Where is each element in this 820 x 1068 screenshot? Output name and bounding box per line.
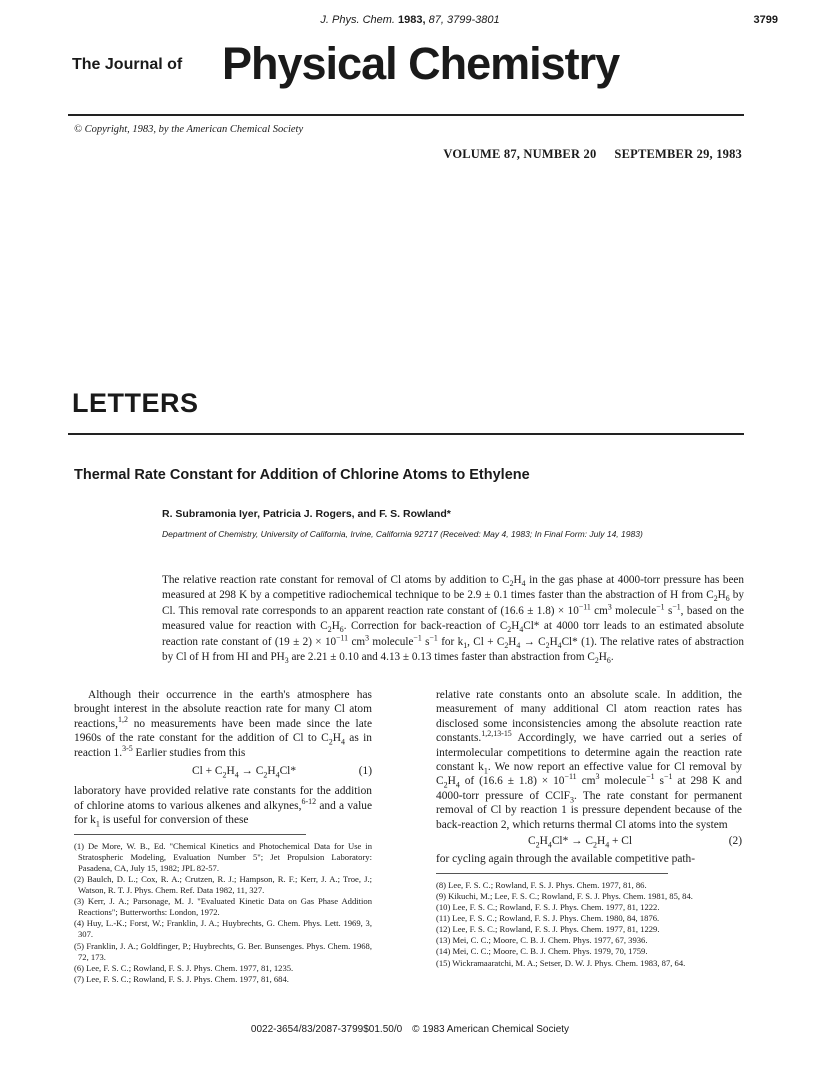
- footnote-rule: [74, 834, 306, 835]
- footnote: (5) Franklin, J. A.; Goldfinger, P.; Huybrechts, G. Ber. Bunsenges. Phys. Chem. 1968, 72, 173.: [74, 940, 372, 962]
- authors: R. Subramonia Iyer, Patricia J. Rogers, and F. S. Rowland*: [162, 508, 451, 520]
- copyright-notice: © Copyright, 1983, by the American Chemical Society: [74, 124, 304, 135]
- publication-code: 0022-3654/83/2087-3799$01.50/0: [250, 1024, 403, 1035]
- paragraph: relative rate constants onto an absolute scale. In addition, the measurement of many additional Cl atom reaction rates has disclosed some inconsistencies among the absolute reaction rate constants.$^{1,2,13-15}$ Accordingly, we have carried out a series of intermolecular competitions to determine again the reaction rate constant $k_1$. We now report an effective value for Cl removal by $C_2H_4$ of $(16.6 \pm 1.8) \times 10^{-11}$ $cm^3$ molecule$^{-1}$ $s^{-1}$ at 298 K and 4000-torr pressure of CClF$_3$. The rate constant for permanent removal of Cl by reaction 1 is pressure dependent because of the back-reaction 2, which returns thermal Cl atoms into the system: [436, 689, 742, 831]
- volume-number: VOLUME 87, NUMBER 20: [443, 147, 597, 161]
- equation-1: $Cl + C_2H_4 \to C_2H_4Cl*$ (1): [192, 765, 372, 780]
- page-footer: [0, 1024, 820, 1035]
- issue-info: [443, 147, 742, 162]
- body-column-left: [74, 688, 372, 985]
- issue-date: SEPTEMBER 29, 1983: [614, 147, 742, 161]
- footer-copyright: © 1983 American Chemical Society: [412, 1024, 570, 1035]
- equation-number: (1): [358, 765, 372, 778]
- footnote: (12) Lee, F. S. C.; Rowland, F. S. J. Phys. Chem. 1977, 81, 1229.: [436, 924, 660, 935]
- paragraph: laboratory have provided relative rate constants for the addition of chlorine atoms to various alkenes and alkynes,$^{6-12}$ and a value for $k_1$ is useful for conversion of these: [74, 785, 372, 829]
- footnote: (7) Lee, F. S. C.; Rowland, F. S. J. Phys. Chem. 1977, 81, 684.: [74, 973, 289, 984]
- running-head-pages: 3799-3801: [446, 14, 500, 26]
- running-head-year: 1983,: [398, 14, 426, 26]
- footnote-rule: [436, 873, 668, 874]
- running-head-journal: J. Phys. Chem.: [320, 14, 395, 26]
- body-column-right: [436, 688, 742, 969]
- equation-2: $C_2H_4Cl* \to C_2H_4 + Cl$ (2): [528, 835, 742, 850]
- footnote: (11) Lee, F. S. C.; Rowland, F. S. J. Phys. Chem. 1980, 84, 1876.: [436, 913, 660, 924]
- footnotes-right: [436, 880, 742, 969]
- footnote: (2) Baulch, D. L.; Cox, R. A.; Crutzen, R. J.; Hampson, R. F.; Kerr, J. A.; Troe, J.; Watson, R. T. J. Phys. Chem. Ref. Data 1982, 11, 327.: [74, 873, 372, 896]
- journal-title: Physical Chemistry: [222, 38, 620, 89]
- footnote: (9) Kikuchi, M.; Lee, F. S. C.; Rowland, F. S. J. Phys. Chem. 1981, 85, 84.: [436, 890, 693, 901]
- affiliation: Department of Chemistry, University of California, Irvine, California 92717 (Received: May 4, 1983; In Final Form: July 14, 1983): [162, 529, 643, 539]
- running-head: [0, 14, 820, 26]
- footnotes-left: [74, 841, 372, 985]
- paragraph: for cycling again through the available competitive path-: [436, 853, 696, 866]
- masthead-rule: [68, 114, 744, 116]
- footnote: (15) Wickramaaratchi, M. A.; Setser, D. W. J. Phys. Chem. 1983, 87, 64.: [436, 957, 686, 968]
- footnote: (1) De More, W. B., Ed. "Chemical Kinetics and Photochemical Data for Use in Stratospheric Modeling, Evaluation Number 5"; Jet Propulsion Laboratory: Pasadena, CA, July 15, 1982; JPL 82-57.: [74, 840, 372, 873]
- running-head-volume: 87,: [428, 14, 444, 26]
- abstract: The relative reaction rate constant for removal of Cl atoms by addition to $C_2H_4$ in the gas phase at 4000-torr pressure has been measured at 298 K by a competitive radiochemical technique to be 2.9 ± 0.1 times faster than the abstraction of H from $C_2H_6$ by Cl. This removal rate corresponds to an apparent reaction rate constant of $(16.6 \pm 1.8) \times 10^{-11}$ $cm^3$ molecule$^{-1}$ $s^{-1}$, based on the measured value for reaction with $C_2H_6$. Correction for back-reaction of $C_2H_4Cl*$ at 4000 torr leads to an estimated absolute reaction rate constant of $(19 \pm 2) \times 10^{-11}$ $cm^3$ molecule$^{-1}$ $s^{-1}$ for $k_1$, $Cl + C_2H_4 \to C_2H_4Cl*$ (1). The relative rates of abstraction by Cl of H from HI and $PH_3$ are 2.21 ± 0.10 and 4.13 ± 0.13 times faster than abstraction from $C_2H_6$.: [162, 574, 744, 666]
- masthead-prefix: The Journal of: [72, 56, 183, 73]
- footnote: (14) Mei, C. C.; Moore, C. B. J. Chem. Phys. 1979, 70, 1759.: [436, 946, 648, 957]
- equation-number: (2): [728, 835, 742, 848]
- footnote: (10) Lee, F. S. C.; Rowland, F. S. J. Phys. Chem. 1977, 81, 1222.: [436, 902, 660, 913]
- article-title: Thermal Rate Constant for Addition of Chlorine Atoms to Ethylene: [74, 467, 530, 483]
- paragraph: Although their occurrence in the earth's atmosphere has brought interest in the absolute reaction rate for many Cl atom reactions,$^{1,2}$ no measurements have been made since the late 1960s of the rate constant for the addition of Cl to $C_2H_4$ as in reaction 1.$^{3-5}$ Earlier studies from this: [74, 689, 372, 759]
- section-title: LETTERS: [72, 388, 199, 418]
- page-number: 3799: [753, 14, 778, 26]
- footnote: (4) Huy, L.-K.; Forst, W.; Franklin, J. A.; Huybrechts, G. Chem. Phys. Lett. 1969, 3, 307.: [74, 918, 372, 940]
- footnote: (6) Lee, F. S. C.; Rowland, F. S. J. Phys. Chem. 1977, 81, 1235.: [74, 962, 294, 973]
- section-rule: [68, 433, 744, 435]
- footnote: (8) Lee, F. S. C.; Rowland, F. S. J. Phys. Chem. 1977, 81, 86.: [436, 879, 647, 890]
- footnote: (13) Mei, C. C.; Moore, C. B. J. Chem. Phys. 1977, 67, 3936.: [436, 935, 648, 946]
- footnote: (3) Kerr, J. A.; Parsonage, M. J. "Evaluated Kinetic Data on Gas Phase Addition Reactions"; Butterworths: London, 1972.: [74, 896, 372, 918]
